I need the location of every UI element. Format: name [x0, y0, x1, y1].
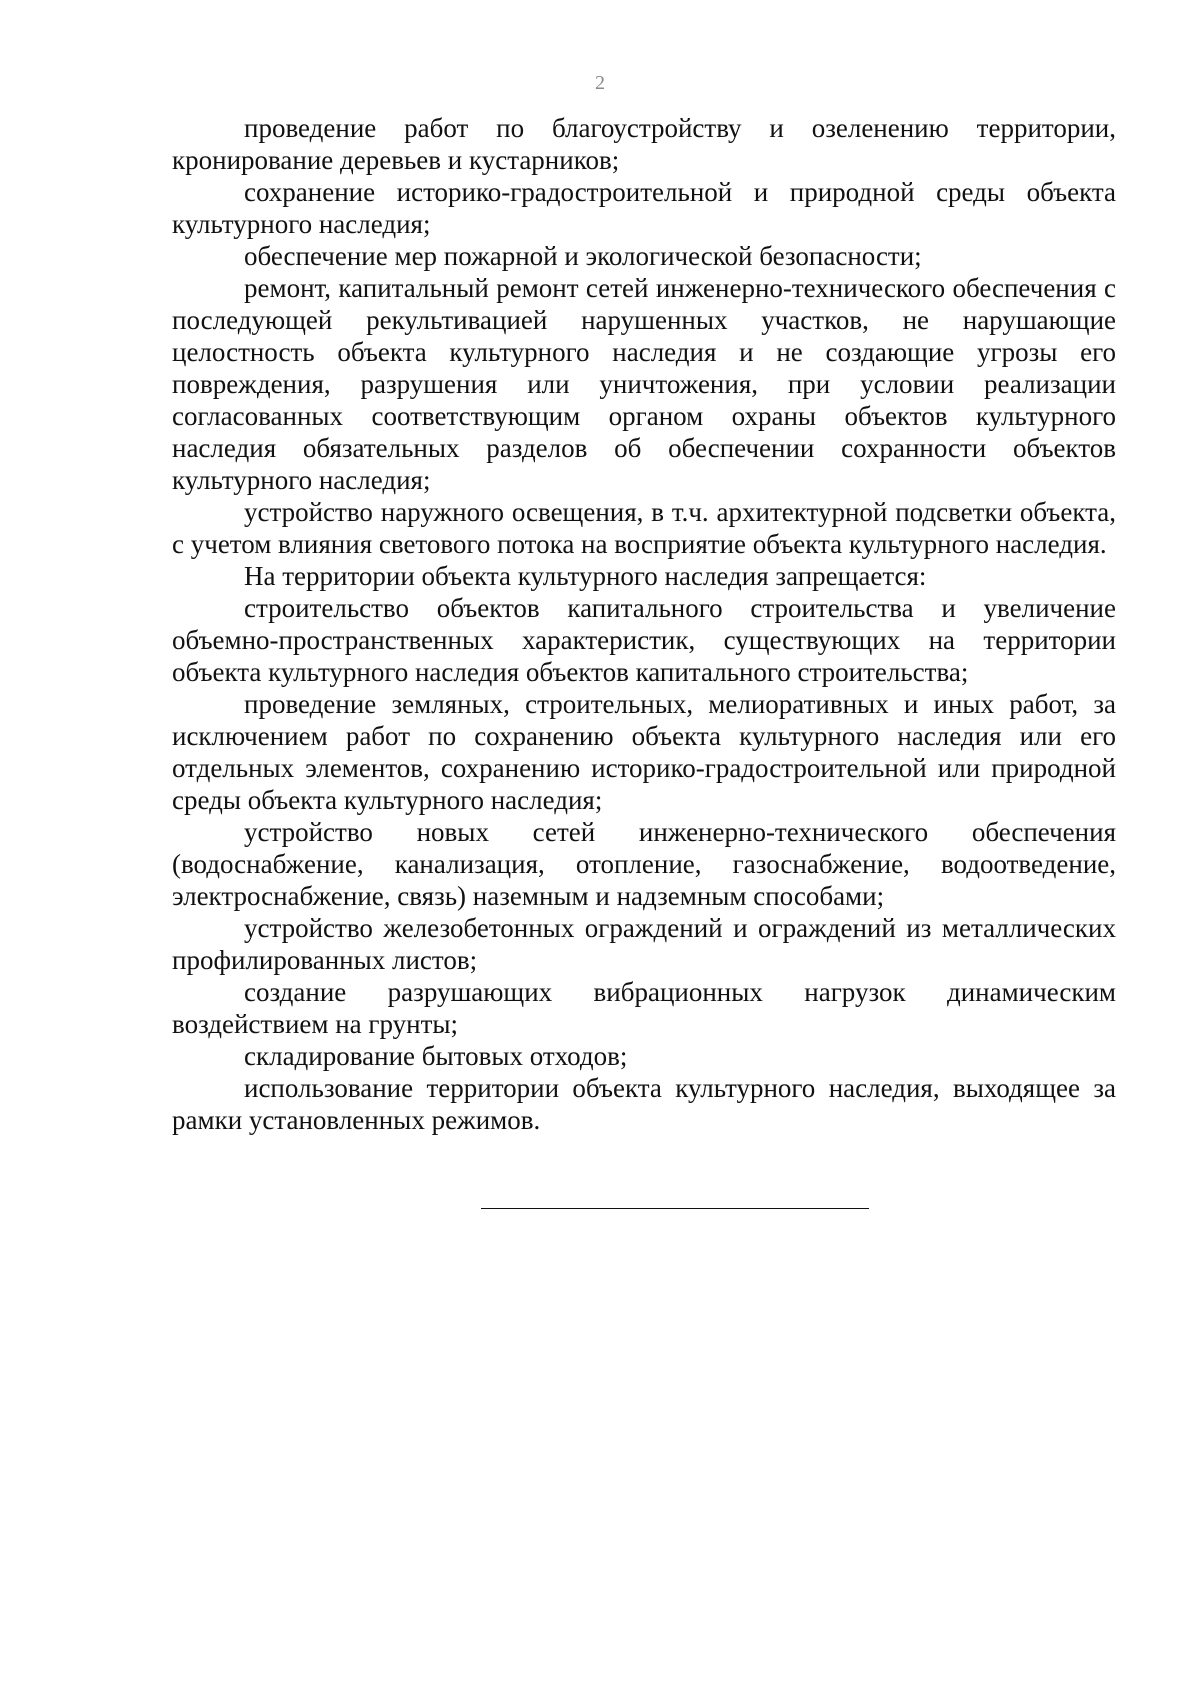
paragraph-vibration-ban: создание разрушающих вибрационных нагрузок динамическим воздействием на грунты;	[172, 977, 1116, 1039]
paragraph-construction-ban: строительство объектов капитального строительства и увеличение объемно-пространственных характеристик, существующих на территории объекта культурного наследия объектов капитального строительства;	[172, 593, 1116, 687]
document-body	[172, 112, 1116, 1136]
end-separator-line	[481, 1208, 869, 1209]
paragraph-network-repair: ремонт, капитальный ремонт сетей инженерно-технического обеспечения с последующей рекультивацией нарушенных участков, не нарушающие целостность объекта культурного наследия и не создающие угрозы его повреждения, разрушения или уничтожения, при условии реализации согласованных соответствующим органом охраны объектов культурного наследия обязательных разделов об обеспечении сохранности объектов культурного наследия;	[172, 273, 1116, 495]
paragraph-earthworks-ban: проведение земляных, строительных, мелиоративных и иных работ, за исключением работ по сохранению объекта культурного наследия или его отдельных элементов, сохранению историко-градостроительной или природной среды объекта культурного наследия;	[172, 689, 1116, 815]
paragraph-preservation-environment: сохранение историко-градостроительной и природной среды объекта культурного наследия;	[172, 177, 1116, 239]
paragraph-new-networks-ban: устройство новых сетей инженерно-технического обеспечения (водоснабжение, канализация, отопление, газоснабжение, водоотведение, электроснабжение, связь) наземным и надземным способами;	[172, 817, 1116, 911]
paragraph-prohibited-heading: На территории объекта культурного наследия запрещается:	[244, 561, 927, 591]
paragraph-waste-ban: складирование бытовых отходов;	[244, 1041, 628, 1071]
paragraph-usage-ban: использование территории объекта культурного наследия, выходящее за рамки установленных режимов.	[172, 1073, 1116, 1135]
paragraph-outdoor-lighting: устройство наружного освещения, в т.ч. архитектурной подсветки объекта, с учетом влияния светового потока на восприятие объекта культурного наследия.	[172, 497, 1116, 559]
paragraph-fences-ban: устройство железобетонных ограждений и ограждений из металлических профилированных листов;	[172, 913, 1116, 975]
page-number: 2	[595, 72, 605, 94]
paragraph-landscaping: проведение работ по благоустройству и озеленению территории, кронирование деревьев и кустарников;	[172, 113, 1116, 175]
paragraph-fire-safety: обеспечение мер пожарной и экологической безопасности;	[244, 241, 922, 271]
